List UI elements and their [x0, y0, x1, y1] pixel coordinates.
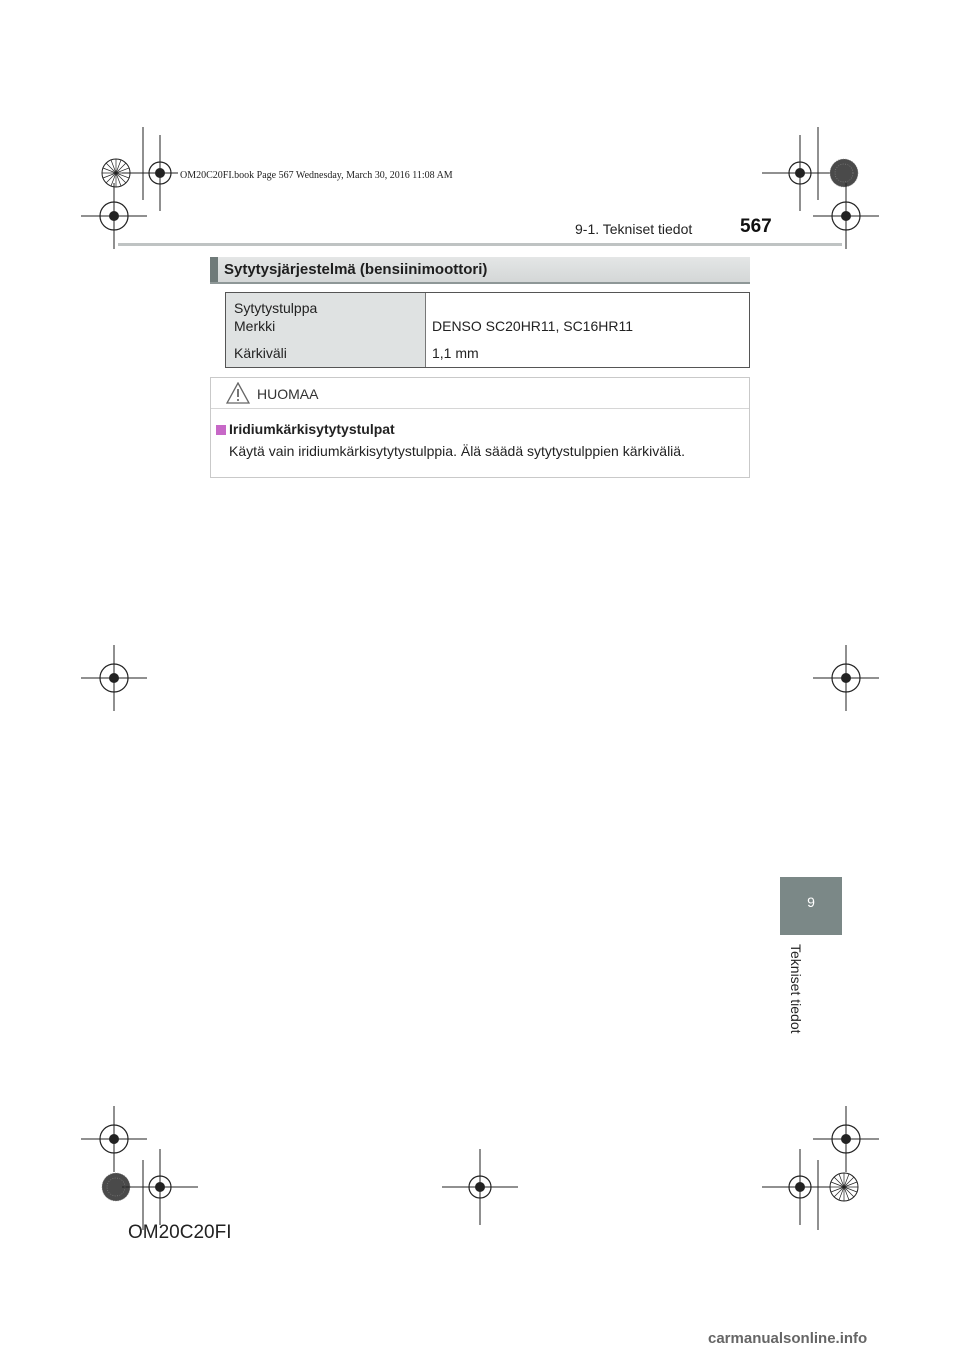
notice-header [211, 378, 749, 409]
section-heading [210, 257, 750, 284]
target-mark [830, 1173, 858, 1201]
registration-mark [813, 1106, 879, 1172]
spec-label-gap: Kärkiväli [234, 345, 287, 361]
registration-mark [762, 135, 838, 211]
registration-mark [122, 1149, 198, 1225]
target-mark [830, 159, 858, 187]
header-section-title: 9-1. Tekniset tiedot [575, 221, 693, 237]
registration-mark [81, 645, 147, 711]
registration-mark [442, 1149, 518, 1225]
registration-mark [762, 1149, 838, 1225]
spec-table [225, 292, 750, 368]
header-rule [118, 243, 842, 246]
watermark: carmanualsonline.info [708, 1330, 868, 1347]
registration-mark [813, 645, 879, 711]
registration-mark [81, 183, 147, 249]
print-info: OM20C20FI.book Page 567 Wednesday, March 30, 2016 11:08 AM [180, 170, 453, 181]
notice-title: Iridiumkärkisytytystulpat [229, 421, 395, 437]
chapter-number: 9 [807, 894, 815, 910]
heading-accent-bar [210, 257, 218, 282]
bullet-square-icon [216, 425, 226, 435]
footer-code: OM20C20FI [128, 1222, 232, 1243]
notice-box [210, 377, 750, 478]
notice-label: HUOMAA [257, 386, 319, 402]
spec-label-brand: Merkki [234, 318, 276, 334]
notice-text: Käytä vain iridiumkärkisytytystulppia. Älä säädä sytytystulppien kärkiväliä. [229, 443, 685, 459]
spec-value-gap: 1,1 mm [432, 345, 479, 361]
warning-icon [226, 382, 250, 404]
registration-mark [813, 183, 879, 249]
section-title: Sytytysjärjestelmä (bensiinimoottori) [224, 261, 488, 278]
spec-value-brand: DENSO SC20HR11, SC16HR11 [432, 318, 634, 334]
chapter-tab [780, 877, 842, 935]
chapter-label: Tekniset tiedot [788, 944, 804, 1034]
spec-label-spark-plug: Sytytystulppa [234, 300, 318, 316]
registration-mark [81, 1106, 147, 1172]
page-number: 567 [740, 216, 772, 237]
